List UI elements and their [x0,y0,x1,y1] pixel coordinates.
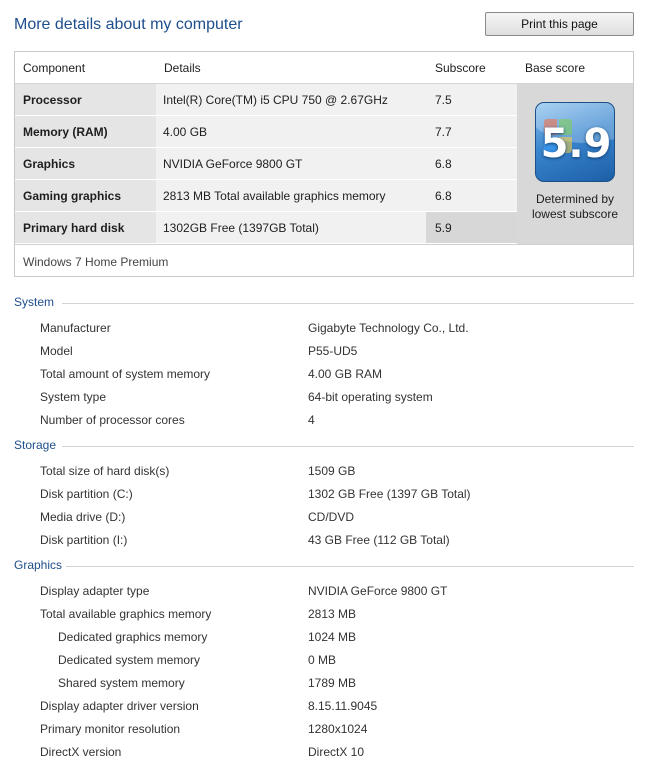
component-subscore: 6.8 [426,180,517,211]
detail-value: 1024 MB [308,630,357,644]
section-divider [62,303,634,304]
detail-value: 2813 MB [308,607,357,621]
detail-label: Primary monitor resolution [40,722,181,736]
detail-label: Total amount of system memory [40,367,211,381]
print-page-button[interactable]: Print this page [485,12,634,36]
detail-value: Gigabyte Technology Co., Ltd. [308,321,469,335]
base-score-value: 5.9 [540,121,612,167]
component-subscore: 6.8 [426,148,517,179]
component-subscore: 5.9 [426,212,517,243]
section-title-storage: Storage [14,438,57,452]
windows-edition: Windows 7 Home Premium [15,244,633,277]
component-name: Gaming graphics [15,180,156,211]
score-row-gaming-graphics [15,180,517,211]
detail-label: Number of processor cores [40,413,185,427]
component-subscore: 7.5 [426,84,517,115]
detail-value: 1302 GB Free (1397 GB Total) [308,487,471,501]
page-title: More details about my computer [14,16,243,33]
detail-value: P55-UD5 [308,344,358,358]
base-score-caption: Determined by lowest subscore [531,192,619,221]
base-score-badge [535,102,615,182]
detail-value: NVIDIA GeForce 9800 GT [308,584,448,598]
detail-label: Shared system memory [58,676,185,690]
detail-label: Total size of hard disk(s) [40,464,170,478]
detail-value: 43 GB Free (112 GB Total) [308,533,450,547]
component-name: Graphics [15,148,156,179]
section-divider [62,446,634,447]
detail-value: 8.15.11.9045 [308,699,378,713]
detail-label: Media drive (D:) [40,510,126,524]
score-row-memory [15,116,517,147]
detail-value: CD/DVD [308,510,355,524]
component-details: 1302GB Free (1397GB Total) [156,212,426,243]
detail-value: 1280x1024 [308,722,368,736]
detail-label: Model [40,344,73,358]
detail-label: System type [40,390,107,404]
component-name: Processor [15,84,156,115]
score-row-graphics [15,148,517,179]
detail-value: 1789 MB [308,676,357,690]
score-row-hard-disk [15,212,517,243]
section-divider [66,566,634,567]
component-subscore: 7.7 [426,116,517,147]
detail-label: DirectX version [40,745,122,759]
header-details: Details [164,61,201,75]
score-table [14,51,634,277]
detail-value: 0 MB [308,653,337,667]
header-subscore: Subscore [435,61,486,75]
component-details: 2813 MB Total available graphics memory [156,180,426,211]
base-score-panel [517,84,633,244]
detail-label: Dedicated graphics memory [58,630,208,644]
component-name: Memory (RAM) [15,116,156,147]
detail-label: Dedicated system memory [58,653,201,667]
section-title-graphics: Graphics [14,558,63,572]
component-details: 4.00 GB [156,116,426,147]
section-title-system: System [14,295,55,309]
header-component: Component [23,61,86,75]
detail-value: 64-bit operating system [308,390,433,404]
detail-label: Disk partition (I:) [40,533,128,547]
component-name: Primary hard disk [15,212,156,243]
detail-label: Manufacturer [40,321,111,335]
detail-label: Display adapter type [40,584,150,598]
header-base-score: Base score [525,61,586,75]
component-details: Intel(R) Core(TM) i5 CPU 750 @ 2.67GHz [156,84,426,115]
detail-value: DirectX 10 [308,745,365,759]
detail-label: Disk partition (C:) [40,487,133,501]
component-details: NVIDIA GeForce 9800 GT [156,148,426,179]
detail-value: 4 [308,413,315,427]
score-table-header [15,52,633,84]
detail-label: Total available graphics memory [40,607,212,621]
detail-value: 1509 GB [308,464,356,478]
detail-label: Display adapter driver version [40,699,199,713]
detail-value: 4.00 GB RAM [308,367,383,381]
score-row-processor [15,84,517,115]
